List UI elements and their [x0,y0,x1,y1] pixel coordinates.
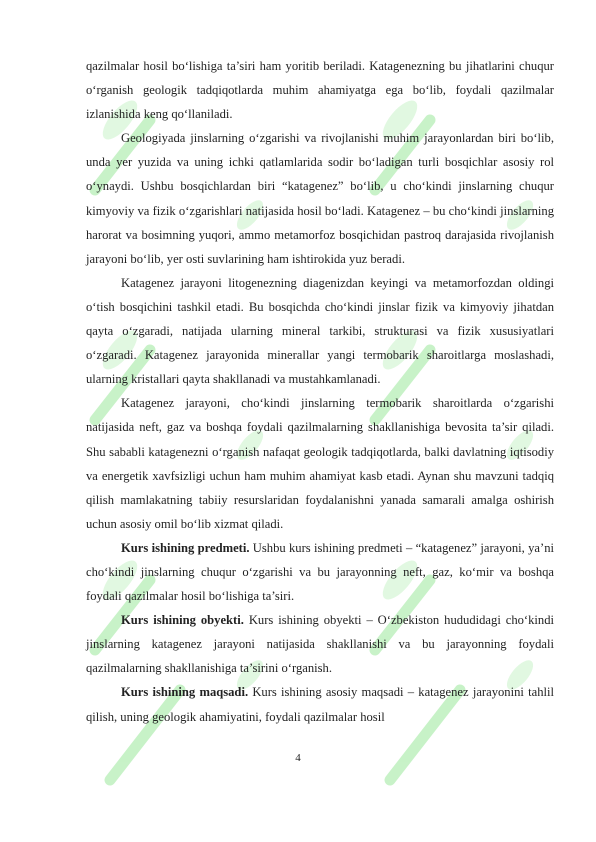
paragraph-object [86,608,554,680]
body-text [86,54,554,729]
goal-heading: Kurs ishining maqsadi. [121,685,249,700]
paragraph-intro [86,54,554,126]
paragraph-importance [86,391,554,536]
page-number: 4 [295,752,301,764]
paragraph-text: Ushbu kurs ishining predmeti – “katagenez” jarayoni, ya’ni cho‘kindi jinslarning chuqur o‘zgarishi va bu jarayonning neft, gaz, ko‘mir va boshqa foydali qazilmalar hosil bo‘lishiga ta’siri. [86,540,554,604]
paragraph-text: Katagenez jarayoni, cho‘kindi jinslarning termobarik sharoitlarda o‘zgarishi natijasida neft, gaz va boshqa foydali qazilmalarning shakllanishiga bevosita ta’sir qiladi. Shu sababli katagenezni o‘rganish nafaqat geologik tadqiqotlarda, balki davlatning iqtisodiy va energetik xavfsizligi uchun ham muhim ahamiyat kasb etadi. Aynan shu mavzuni tadqiq qilish mamlakatning tabiiy resurslaridan foydalanishni yanada samarali amalga oshirish uchun asosiy omil bo‘lib xizmat qiladi. [86,396,554,531]
object-heading: Kurs ishining obyekti. [121,613,244,628]
paragraph-subject [86,536,554,608]
paragraph-text: Kurs ishining asosiy maqsadi – katagenez jarayonini tahlil qilish, uning geologik ahamiyatini, foydali qazilmalar hosil [86,685,554,724]
paragraph-text: Katagenez jarayoni litogenezning diagenizdan keyingi va metamorfozdan oldingi o‘tish bosqichini tashkil etadi. Bu bosqichda cho‘kindi jinslar fizik va kimyoviy jihatdan qayta o‘zgaradi, natijada ularning mineral tarkibi, strukturasi va fizik xususiyatlari o‘zgaradi. Katagenez jarayonida minerallar yangi termobarik sharoitlarga moslashadi, ularning kristallari qayta shakllanadi va mustahkamlanadi. [86,275,554,387]
paragraph-text: qazilmalar hosil bo‘lishiga ta’siri ham yoritib beriladi. Katagenezning bu jihatlarini chuqur o‘rganish geologik tadqiqotlarda muhim ahamiyatga ega bo‘lib, foydali qazilmalar izlanishida keng qo‘llaniladi. [86,59,554,122]
paragraph-text: Kurs ishining obyekti – O‘zbekiston hududidagi cho‘kindi jinslarning katagenez jarayoni natijasida shakllanishi va bu jarayonning foydali qazilmalarning shakllanishiga ta’sirini o‘rganish. [86,613,555,676]
paragraph-katagenez-process [86,271,554,391]
subject-heading: Kurs ishining predmeti. [121,540,250,555]
paragraph-text: Geologiyada jinslarning o‘zgarishi va rivojlanishi muhim jarayonlardan biri bo‘lib, unda yer yuzida va uning ichki qatlamlarida sodir bo‘ladigan turli bosqichlar asosiy rol o‘ynaydi. Ushbu bosqichlardan biri “katagenez” bo‘lib, u cho‘kindi jinslarning chuqur kimyoviy va fizik o‘zgarishlari natijasida hosil bo‘ladi. Katagenez – bu cho‘kindi jinslarning harorat va bosimning yuqori, ammo metamorfoz bosqichidan pastroq darajasida rivojlanish jarayoni bo‘lib, yer osti suvlarining ham ishtirokida yuz beradi. [86,131,554,266]
paragraph-geology [86,126,554,271]
paragraph-goal [86,680,554,728]
